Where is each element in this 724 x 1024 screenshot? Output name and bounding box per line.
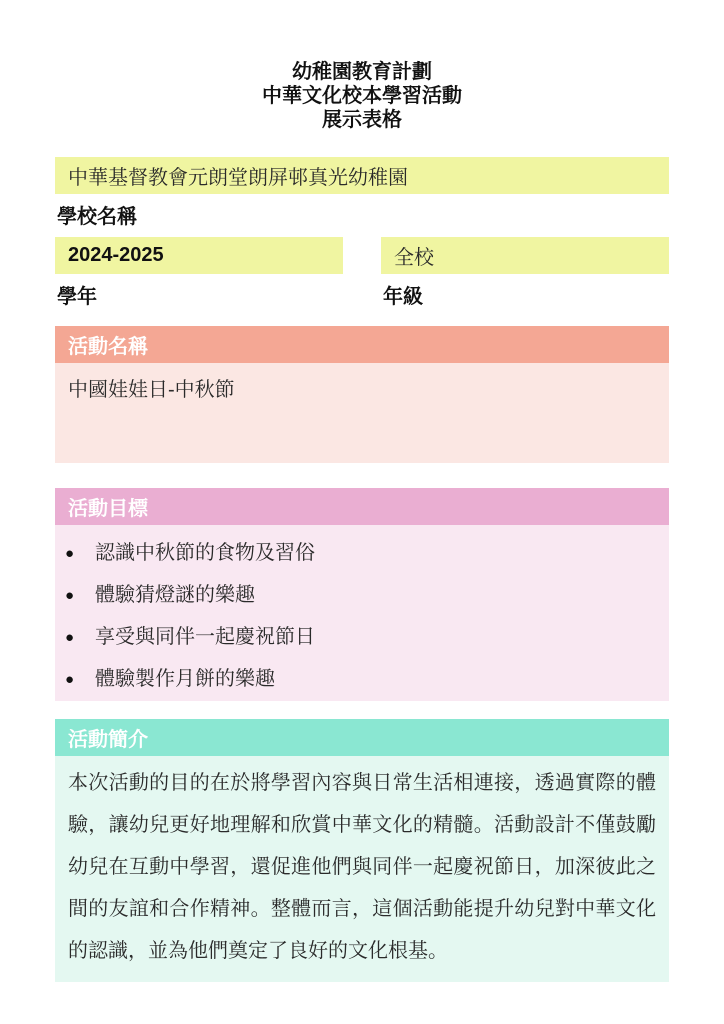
goal-item-text: 體驗製作月餅的樂趣 [95,668,275,690]
bullet-icon: ● [65,671,75,688]
goal-item-text: 體驗猜燈謎的樂趣 [95,584,255,606]
bullet-icon: ● [65,629,75,646]
activity-name-section [55,326,669,463]
activity-goals-section [55,488,669,701]
bullet-icon: ● [65,545,75,562]
school-year-value: 2024-2025 [55,237,343,274]
activity-name-content: 中國娃娃日-中秋節 [55,363,669,463]
activity-goals-header: 活動目標 [55,488,669,525]
goal-item [63,583,656,607]
activity-intro-content: 本次活動的目的在於將學習內容與日常生活相連接，透過實際的體驗，讓幼兒更好地理解和欣賞中華文化的精髓。活動設計不僅鼓勵幼兒在互動中學習，還促進他們與同伴一起慶祝節日，加深彼此之間的友誼和合作精神。整體而言，這個活動能提升幼兒對中華文化的認識，並為他們奠定了良好的文化根基。 [55,756,669,982]
goal-item [63,625,656,649]
school-year-field [55,237,343,317]
school-name-field [55,157,669,229]
year-grade-row [55,237,669,317]
goal-item-text: 享受與同伴一起慶祝節日 [95,626,315,648]
school-name-label: 學校名稱 [57,206,137,228]
title-line-1: 幼稚園教育計劃 [292,61,432,83]
school-year-label: 學年 [57,286,97,308]
title-line-3: 展示表格 [322,109,402,131]
document-title [55,60,669,132]
goal-item-text: 認識中秋節的食物及習俗 [95,542,315,564]
grade-value: 全校 [381,237,669,274]
bullet-icon: ● [65,587,75,604]
goal-item [63,541,656,565]
goal-item [63,667,656,691]
activity-name-header: 活動名稱 [55,326,669,363]
grade-field [381,237,669,317]
grade-label: 年級 [383,286,423,308]
activity-goals-list [55,525,669,701]
activity-intro-header: 活動簡介 [55,719,669,756]
title-line-2: 中華文化校本學習活動 [262,85,462,107]
activity-intro-section [55,719,669,982]
school-name-value: 中華基督教會元朗堂朗屏邨真光幼稚園 [55,157,669,194]
